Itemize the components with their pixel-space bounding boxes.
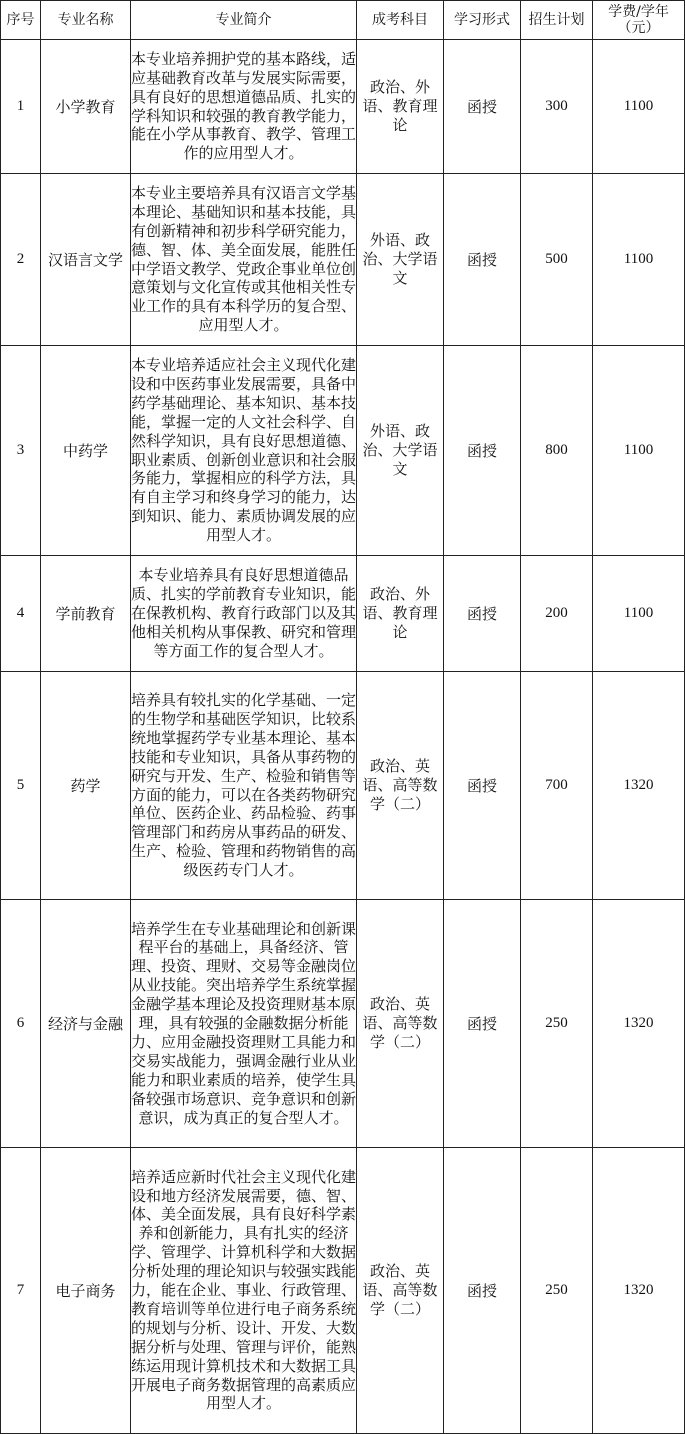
- row-index: 5: [1, 672, 41, 900]
- header-enrollment-plan: 招生计划: [521, 1, 593, 40]
- exam-subjects: 政治、外语、教育理论: [357, 40, 444, 174]
- tuition: 1100: [593, 174, 685, 346]
- major-name: 小学教育: [41, 40, 131, 174]
- enrollment-plan: 250: [521, 1148, 593, 1434]
- header-intro: 专业简介: [131, 1, 357, 40]
- enrollment-plan: 300: [521, 40, 593, 174]
- enrollment-plan: 500: [521, 174, 593, 346]
- enrollment-plan: 250: [521, 900, 593, 1148]
- table-row: [1, 556, 685, 672]
- exam-subjects: 政治、英语、高等数学（二）: [357, 1148, 444, 1434]
- tuition: 1320: [593, 1148, 685, 1434]
- header-tuition: 学费/学年（元）: [593, 1, 685, 40]
- tuition: 1100: [593, 346, 685, 556]
- table-row: [1, 672, 685, 900]
- header-index: 序号: [1, 1, 41, 40]
- enrollment-plan: 700: [521, 672, 593, 900]
- enrollment-plan: 200: [521, 556, 593, 672]
- tuition: 1100: [593, 556, 685, 672]
- major-intro: 本专业培养拥护党的基本路线，适应基础教育改革与发展实际需要，具有良好的思想道德品质、扎实的学科知识和较强的教育教学能力，能在小学从事教育、教学、管理工作的应用型人才。: [131, 40, 357, 174]
- major-intro: 培养学生在专业基础理论和创新课程平台的基础上，具备经济、管理、投资、理财、交易等金融岗位从业技能。突出培养学生系统掌握金融学基本理论及投资理财基本原理，具有较强的金融数据分析能力、应用金融投资理财工具能力和交易实战能力，强调金融行业从业能力和职业素质的培养，使学生具备较强市场意识、竞争意识和创新意识，成为真正的复合型人才。: [131, 900, 357, 1148]
- exam-subjects: 外语、政治、大学语文: [357, 174, 444, 346]
- major-name: 经济与金融: [41, 900, 131, 1148]
- header-major-name: 专业名称: [41, 1, 131, 40]
- table-row: [1, 900, 685, 1148]
- table-row: [1, 40, 685, 174]
- row-index: 1: [1, 40, 41, 174]
- major-intro: 本专业培养具有良好思想道德品质、扎实的学前教育专业知识，能在保教机构、教育行政部门以及其他相关机构从事保教、研究和管理等方面工作的复合型人才。: [131, 556, 357, 672]
- header-exam-subjects: 成考科目: [357, 1, 444, 40]
- study-mode: 函授: [444, 174, 521, 346]
- tuition: 1320: [593, 672, 685, 900]
- major-name: 药学: [41, 672, 131, 900]
- major-intro: 本专业主要培养具有汉语言文学基本理论、基础知识和基本技能，具有创新精神和初步科学研究能力，德、智、体、美全面发展，能胜任中学语文教学、党政企事业单位创意策划与文化宣传或其他相关性专业工作的具有本科学历的复合型、应用型人才。: [131, 174, 357, 346]
- major-intro: 培养具有较扎实的化学基础、一定的生物学和基础医学知识，比较系统地掌握药学专业基本理论、基本技能和专业知识，具备从事药物的研究与开发、生产、检验和销售等方面的能力，可以在各类药物研究单位、医药企业、药品检验、药事管理部门和药房从事药品的研发、生产、检验、管理和药物销售的高级医药专门人才。: [131, 672, 357, 900]
- tuition: 1320: [593, 900, 685, 1148]
- study-mode: 函授: [444, 900, 521, 1148]
- exam-subjects: 外语、政治、大学语文: [357, 346, 444, 556]
- major-name: 电子商务: [41, 1148, 131, 1434]
- exam-subjects: 政治、英语、高等数学（二）: [357, 672, 444, 900]
- exam-subjects: 政治、英语、高等数学（二）: [357, 900, 444, 1148]
- table-row: [1, 1148, 685, 1434]
- major-name: 中药学: [41, 346, 131, 556]
- enrollment-plan: 800: [521, 346, 593, 556]
- study-mode: 函授: [444, 346, 521, 556]
- table-row: [1, 174, 685, 346]
- study-mode: 函授: [444, 40, 521, 174]
- exam-subjects: 政治、外语、教育理论: [357, 556, 444, 672]
- row-index: 3: [1, 346, 41, 556]
- study-mode: 函授: [444, 1148, 521, 1434]
- study-mode: 函授: [444, 556, 521, 672]
- header-row: [1, 1, 685, 40]
- study-mode: 函授: [444, 672, 521, 900]
- row-index: 7: [1, 1148, 41, 1434]
- table-row: [1, 346, 685, 556]
- header-study-mode: 学习形式: [444, 1, 521, 40]
- tuition: 1100: [593, 40, 685, 174]
- major-intro: 培养适应新时代社会主义现代化建设和地方经济发展需要，德、智、体、美全面发展，具有良好科学素养和创新能力，具有扎实的经济学、管理学、计算机科学和大数据分析处理的理论知识与较强实践能力，能在企业、事业、行政管理、教育培训等单位进行电子商务系统的规划与分析、设计、开发、大数据分析与处理、管理与评价，能熟练运用现计算机技术和大数据工具开展电子商务数据管理的高素质应用型人才。: [131, 1148, 357, 1434]
- row-index: 4: [1, 556, 41, 672]
- major-intro: 本专业培养适应社会主义现代化建设和中医药事业发展需要，具备中药学基础理论、基本知识、基本技能，掌握一定的人文社会科学、自然科学知识，具有良好思想道德、职业素质、创新创业意识和社会服务能力，掌握相应的科学方法，具有自主学习和终身学习的能力，达到知识、能力、素质协调发展的应用型人才。: [131, 346, 357, 556]
- row-index: 6: [1, 900, 41, 1148]
- major-name: 汉语言文学: [41, 174, 131, 346]
- major-name: 学前教育: [41, 556, 131, 672]
- row-index: 2: [1, 174, 41, 346]
